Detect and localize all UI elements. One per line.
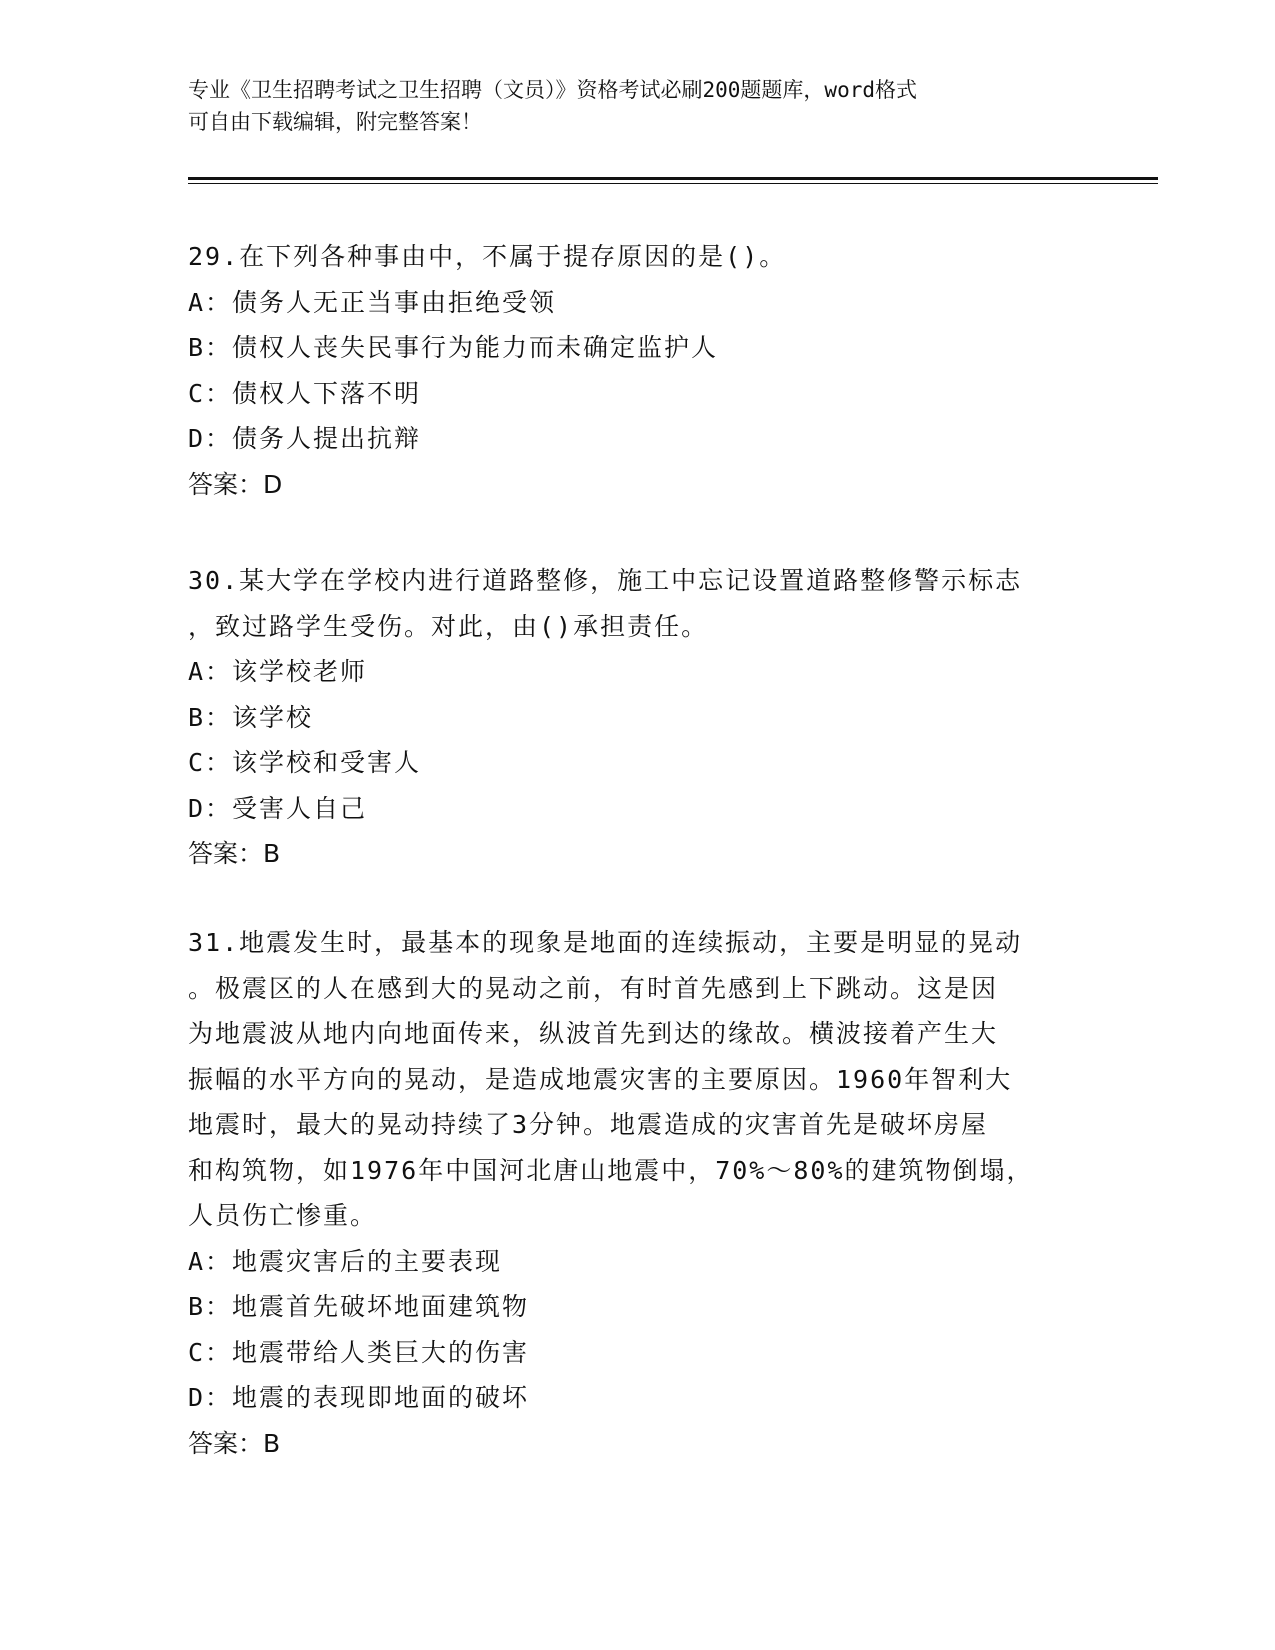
option-a: A：地震灾害后的主要表现 — [188, 1246, 503, 1276]
header-line-1: 专业《卫生招聘考试之卫生招聘（文员）》资格考试必刷200题题库，word格式 — [188, 78, 917, 102]
question-stem: 和构筑物，如1976年中国河北唐山地震中，70%～80%的建筑物倒塌， — [188, 1155, 1034, 1185]
question-stem: 振幅的水平方向的晃动，是造成地震灾害的主要原因。1960年智利大 — [188, 1064, 1013, 1094]
option-b: B：债权人丧失民事行为能力而未确定监护人 — [188, 333, 719, 362]
document-header — [188, 74, 1068, 138]
answer: 答案：D — [188, 469, 283, 499]
question-stem: ，致过路学生受伤。对此，由()承担责任。 — [188, 611, 709, 641]
option-b: B：该学校 — [188, 702, 314, 732]
option-d: D：债务人提出抗辩 — [188, 424, 422, 453]
option-a: A：该学校老师 — [188, 657, 368, 686]
question-block — [188, 920, 1088, 1466]
header-divider-thin — [188, 183, 1158, 184]
question-stem: 。极震区的人在感到大的晃动之前，有时首先感到上下跳动。这是因 — [188, 973, 999, 1003]
option-b: B：地震首先破坏地面建筑物 — [188, 1292, 530, 1321]
answer: 答案：B — [188, 839, 281, 868]
header-divider-thick — [188, 177, 1158, 180]
option-d: D：受害人自己 — [188, 793, 368, 823]
header-line-2: 可自由下载编辑，附完整答案！ — [188, 110, 482, 134]
question-stem: 29.在下列各种事由中，不属于提存原因的是()。 — [188, 242, 787, 271]
question-stem: 地震时，最大的晃动持续了3分钟。地震造成的灾害首先是破坏房屋 — [188, 1110, 989, 1139]
question-stem: 31.地震发生时，最基本的现象是地面的连续振动，主要是明显的晃动 — [188, 928, 1023, 957]
question-block — [188, 234, 1088, 507]
question-block — [188, 558, 1088, 877]
answer: 答案：B — [188, 1428, 281, 1458]
option-c: C：地震带给人类巨大的伤害 — [188, 1337, 530, 1367]
option-c: C：该学校和受害人 — [188, 748, 422, 777]
question-stem: 为地震波从地内向地面传来，纵波首先到达的缘故。横波接着产生大 — [188, 1019, 999, 1048]
question-stem: 30.某大学在学校内进行道路整修，施工中忘记设置道路整修警示标志 — [188, 566, 1023, 595]
option-d: D：地震的表现即地面的破坏 — [188, 1383, 530, 1412]
option-a: A：债务人无正当事由拒绝受领 — [188, 287, 557, 317]
question-stem: 人员伤亡惨重。 — [188, 1201, 378, 1230]
option-c: C：债权人下落不明 — [188, 378, 422, 408]
